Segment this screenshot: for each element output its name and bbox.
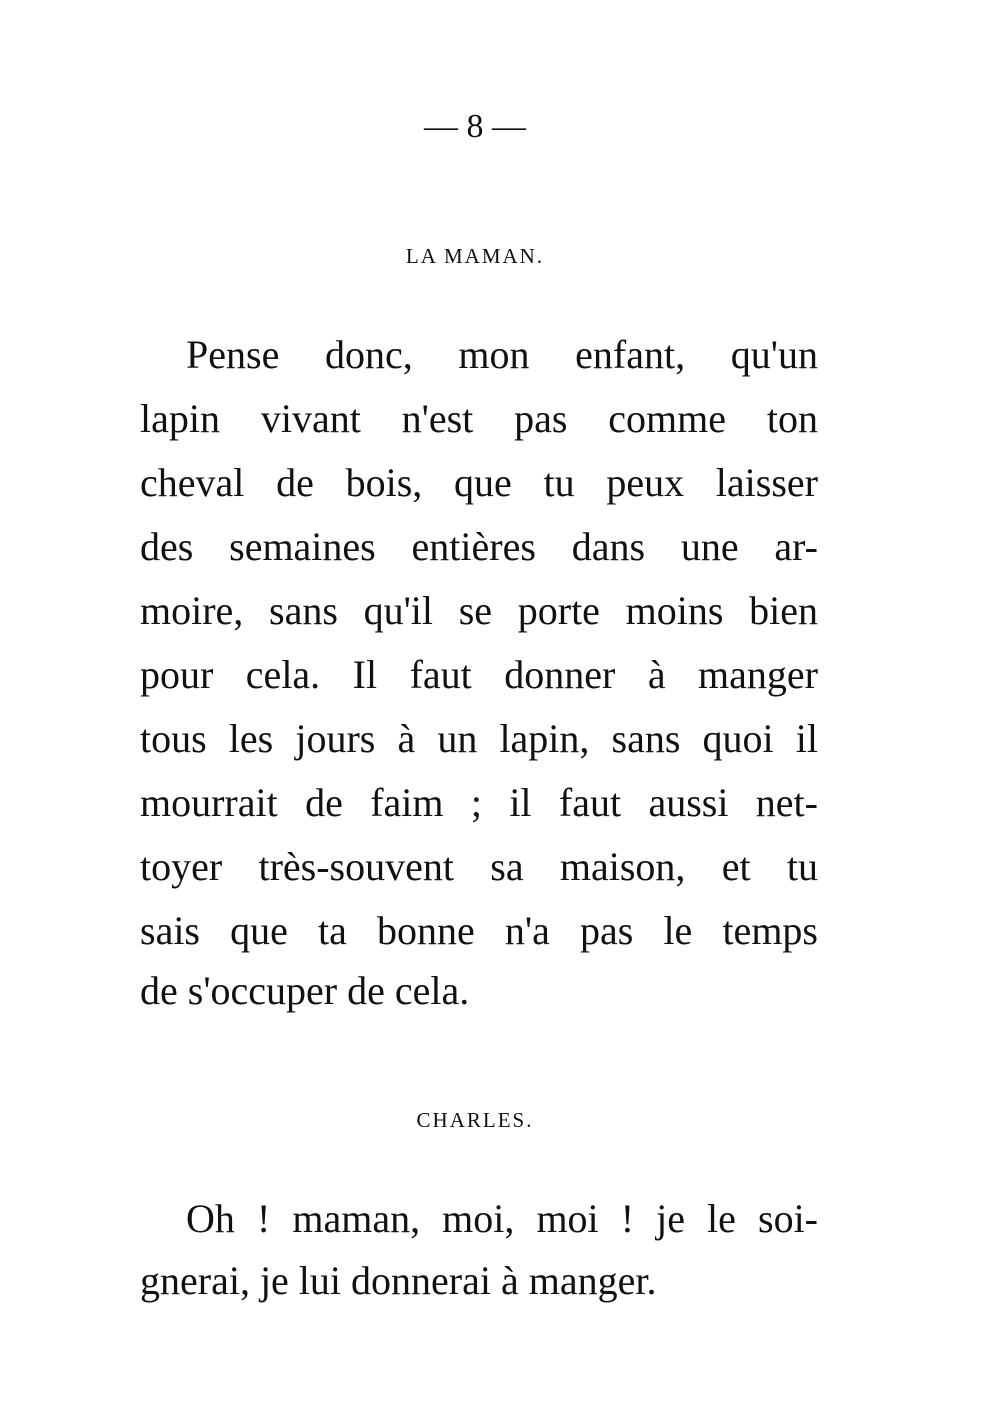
text-line: Pense donc, mon enfant, qu'un	[186, 332, 818, 377]
text-line: des semaines entières dans une ar-	[140, 524, 818, 569]
text-line: tous les jours à un lapin, sans quoi il	[140, 716, 818, 761]
text-line: moire, sans qu'il se porte moins bien	[140, 588, 818, 633]
text-line: de s'occuper de cela.	[140, 968, 470, 1013]
text-line: lapin vivant n'est pas comme ton	[140, 396, 818, 441]
text-line: pour cela. Il faut donner à manger	[140, 652, 818, 697]
text-line: gnerai, je lui donnerai à manger.	[140, 1258, 657, 1303]
page-number: — 8 —	[424, 108, 526, 145]
text-line: sais que ta bonne n'a pas le temps	[140, 908, 818, 953]
speaker-heading: CHARLES.	[416, 1108, 534, 1132]
text-line: Oh ! maman, moi, moi ! je le soi-	[186, 1196, 818, 1241]
text-line: toyer très-souvent sa maison, et tu	[140, 844, 818, 889]
speaker-heading: LA MAMAN.	[405, 244, 545, 268]
text-line: cheval de bois, que tu peux laisser	[140, 460, 818, 505]
text-line: mourrait de faim ; il faut aussi net-	[140, 780, 818, 825]
